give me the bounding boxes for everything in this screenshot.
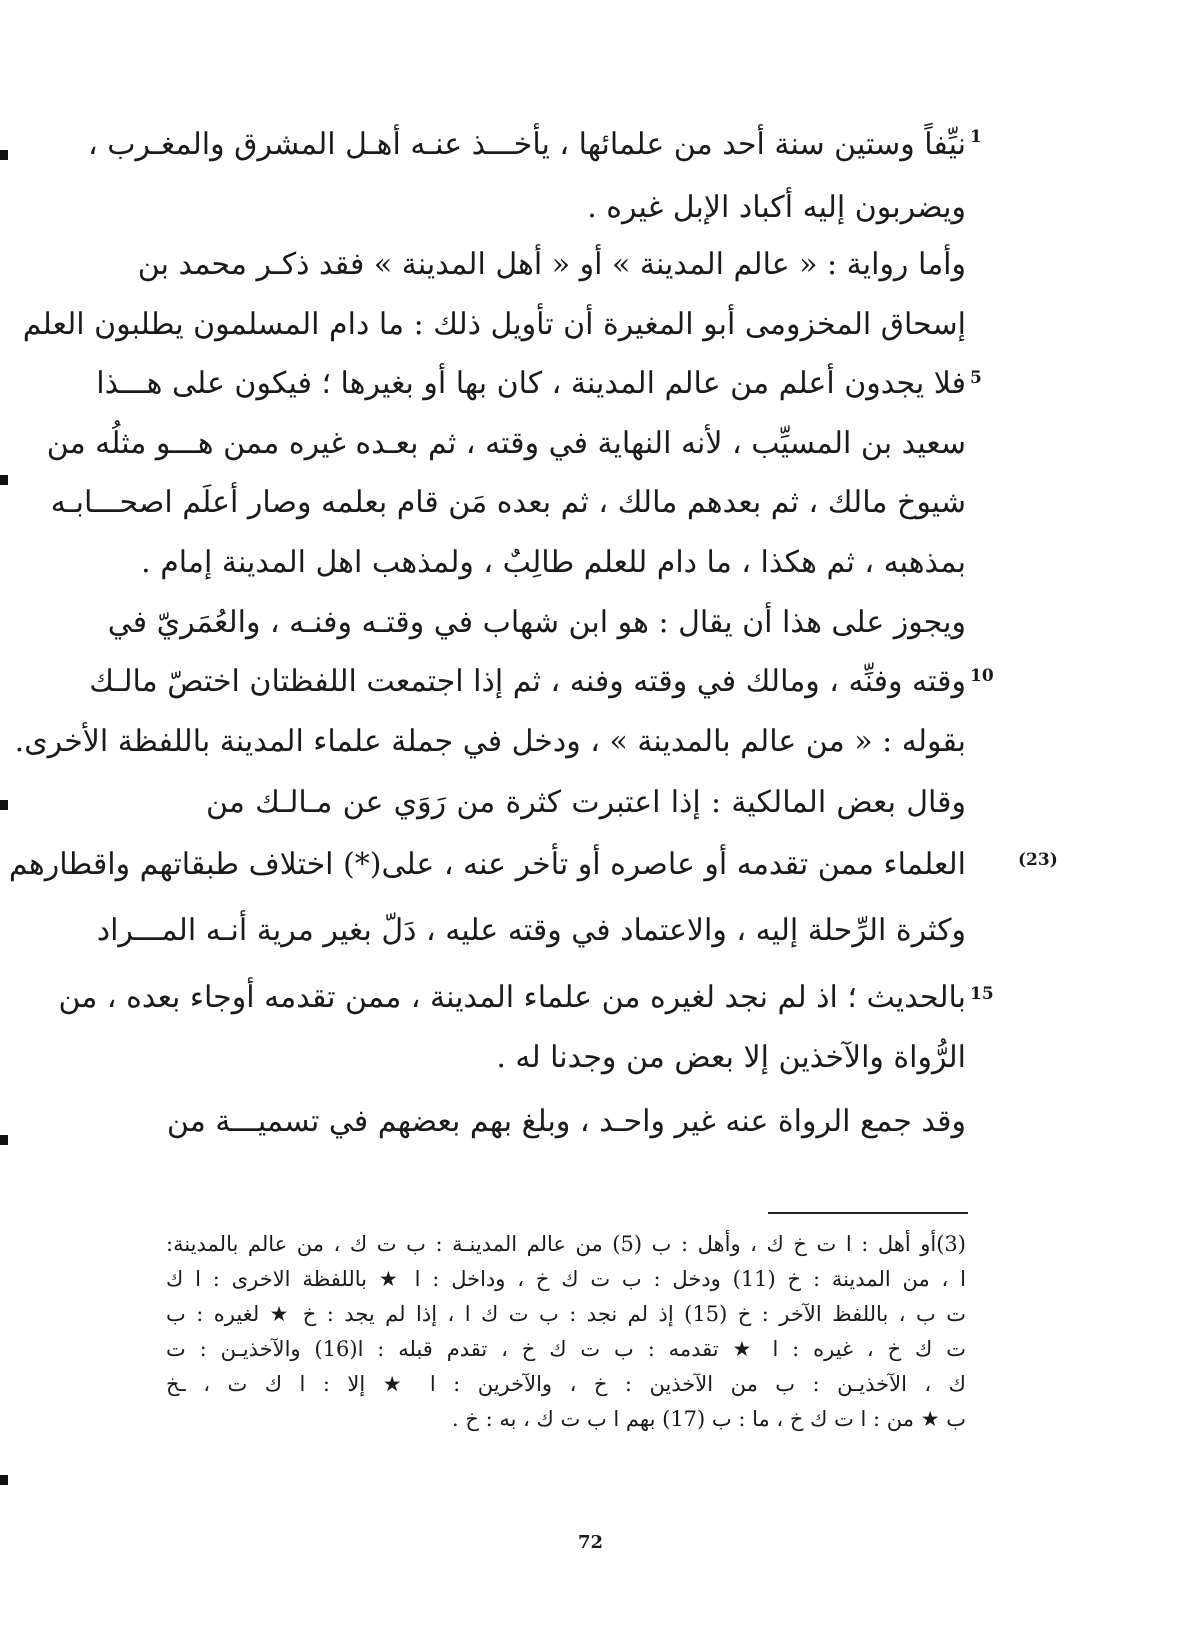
body-line: العلماء ممن تقدمه أو عاصره أو تأخر عنه ، على(*) اختلاف طبقاتهم واقطارهم bbox=[8, 847, 966, 882]
line-number-15: 15 bbox=[970, 984, 994, 1004]
body-line: ويضربون إليه أكباد الإبل غيره . bbox=[587, 190, 966, 225]
body-line: شيوخ مالك ، ثم بعدهم مالك ، ثم بعده مَن قام بعلمه وصار أعلَم اصحـــابـه bbox=[50, 485, 966, 520]
line-number-10: 10 bbox=[970, 666, 994, 686]
footnote-line: ك ، الآخذيـن : ب من الآخذين : خ ، والآخرين : ا ★ إلا : ا ك ت ، ـخ bbox=[166, 1372, 966, 1396]
body-line: نيِّفاً وستين سنة أحد من علمائها ، يأخـــذ عنـه أهـل المشرق والمغـرب ، bbox=[88, 127, 966, 162]
scan-edge-mark bbox=[0, 475, 8, 485]
line-number-1: 1 bbox=[970, 127, 982, 147]
footnote-line: ت ب ، باللفظ الآخر : خ (15) إذ لم نجد : ب ت ك ا ، إذا لم يجد : خ ★ لغيره : ب bbox=[166, 1302, 966, 1326]
footnote-line: ت ك خ ، غيره : ا ★ تقدمه : ب ت ك خ ، تقدم قبله : ا(16) والآخذيـن : ت bbox=[166, 1337, 966, 1361]
scan-edge-mark bbox=[0, 150, 8, 160]
body-line: بمذهبه ، ثم هكذا ، ما دام للعلم طالِبٌ ، ولمذهب اهل المدينة إمام . bbox=[141, 545, 966, 580]
body-line: ويجوز على هذا أن يقال : هو ابن شهاب في وقتـه وفنـه ، والعُمَريّ في bbox=[107, 605, 966, 640]
body-line: وقته وفنِّه ، ومالك في وقته وفنه ، ثم إذا اجتمعت اللفظتان اختصّ مالـك bbox=[89, 664, 966, 699]
body-line: وأما رواية : « عالم المدينة » أو « أهل المدينة » فقد ذكـر محمد بن bbox=[137, 247, 966, 282]
body-line: سعيد بن المسيِّب ، لأنه النهاية في وقته ، ثم بعـده غيره ممن هـــو مثلُه من bbox=[46, 426, 966, 461]
body-line: الرُّواة والآخذين إلا بعض من وجدنا له . bbox=[496, 1040, 966, 1075]
footnote-line: ب ★ من : ا ت ك خ ، ما : ب (17) بهم ا ب ت ك ، به : خ . bbox=[451, 1407, 966, 1431]
page-number: 72 bbox=[577, 1532, 604, 1553]
scan-edge-mark bbox=[0, 1135, 8, 1145]
body-line: بالحديث ؛ اذ لم نجد لغيره من علماء المدينة ، ممن تقدمه أوجاء بعده ، من bbox=[58, 980, 966, 1015]
body-line: وقال بعض المالكية : إذا اعتبرت كثرة من رَوَي عن مـالـك من bbox=[206, 785, 966, 820]
scan-edge-mark bbox=[0, 800, 8, 810]
body-line: وكثرة الرِّحلة إليه ، والاعتماد في وقته عليه ، دَلّ بغير مرية أنـه المـــراد bbox=[96, 913, 966, 948]
scan-edge-mark bbox=[0, 1475, 8, 1485]
reference-number: (23) bbox=[1018, 850, 1058, 870]
footnote-line: (3)أو أهل : ا ت خ ك ، وأهل : ب (5) من عالم المدينـة : ب ت ك ، من عالم بالمدينة: bbox=[166, 1232, 966, 1256]
body-line: وقد جمع الرواة عنه غير واحـد ، وبلغ بهم بعضهم في تسميـــة من bbox=[166, 1104, 966, 1139]
body-line: فلا يجدون أعلم من عالم المدينة ، كان بها أو بغيرها ؛ فيكون على هـــذا bbox=[96, 366, 966, 401]
footnote-line: ا ، من المدينة : خ (11) ودخل : ب ت ك خ ، وداخل : ا ★ باللفظة الاخرى : ا ك bbox=[166, 1267, 966, 1291]
footnote-separator bbox=[768, 1212, 968, 1214]
body-line: بقوله : « من عالم بالمدينة » ، ودخل في جملة علماء المدينة باللفظة الأخرى. bbox=[14, 724, 966, 759]
line-number-5: 5 bbox=[970, 368, 982, 388]
body-line: إسحاق المخزومى أبو المغيرة أن تأويل ذلك : ما دام المسلمون يطلبون العلم bbox=[22, 307, 966, 342]
